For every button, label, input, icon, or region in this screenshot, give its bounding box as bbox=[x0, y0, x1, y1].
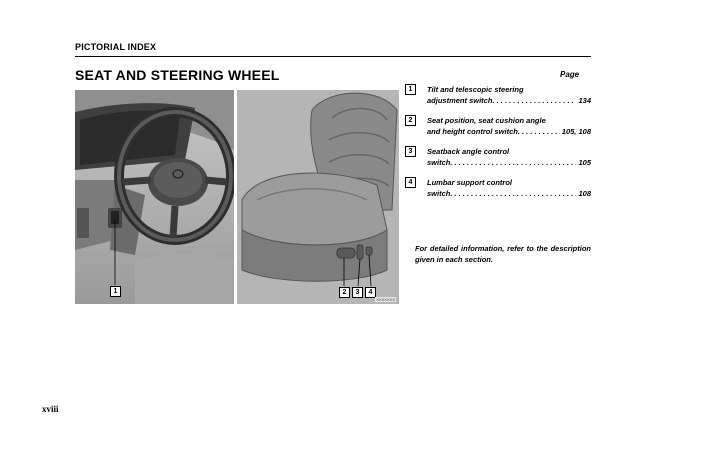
index-number: 2 bbox=[405, 115, 416, 126]
callout-2: 2 bbox=[339, 287, 350, 298]
figure-code: XXXXXXX bbox=[376, 297, 395, 302]
index-item-title: Tilt and telescopic steering bbox=[427, 85, 524, 94]
index-item-subtitle: adjustment switch bbox=[427, 96, 493, 105]
callout-3: 3 bbox=[352, 287, 363, 298]
callout-4: 4 bbox=[365, 287, 376, 298]
index-item bbox=[405, 84, 591, 106]
callout-1: 1 bbox=[110, 286, 121, 297]
index-item bbox=[405, 146, 591, 168]
seat-drawing bbox=[237, 90, 399, 304]
index-item-pages: 134 bbox=[578, 96, 591, 105]
seat-illustration bbox=[237, 90, 399, 304]
index-item-pages: 108 bbox=[578, 189, 591, 198]
steering-wheel-drawing bbox=[75, 90, 234, 304]
index-item-subtitle: switch bbox=[427, 189, 451, 198]
index-item-pages: 105, 108 bbox=[561, 127, 591, 136]
index-number: 4 bbox=[405, 177, 416, 188]
section-rule bbox=[75, 56, 591, 57]
page-title: SEAT AND STEERING WHEEL bbox=[75, 67, 280, 83]
index-item bbox=[405, 177, 591, 199]
index-item bbox=[405, 115, 591, 137]
index-item-title: Seat position, seat cushion angle bbox=[427, 116, 546, 125]
index-item-title: Lumbar support control bbox=[427, 178, 512, 187]
index-item-subtitle: and height control switch bbox=[427, 127, 518, 136]
index-number: 3 bbox=[405, 146, 416, 157]
index-number: 1 bbox=[405, 84, 416, 95]
section-header: PICTORIAL INDEX bbox=[75, 42, 157, 52]
detail-note: For detailed information, refer to the description given in each section. bbox=[415, 244, 591, 264]
steering-wheel-illustration bbox=[75, 90, 234, 304]
index-item-subtitle: switch bbox=[427, 158, 451, 167]
index-list bbox=[405, 84, 591, 208]
page-column-label: Page bbox=[560, 70, 580, 79]
index-item-title: Seatback angle control bbox=[427, 147, 510, 156]
index-item-pages: 105 bbox=[578, 158, 591, 167]
page-number: xviii bbox=[42, 404, 59, 414]
